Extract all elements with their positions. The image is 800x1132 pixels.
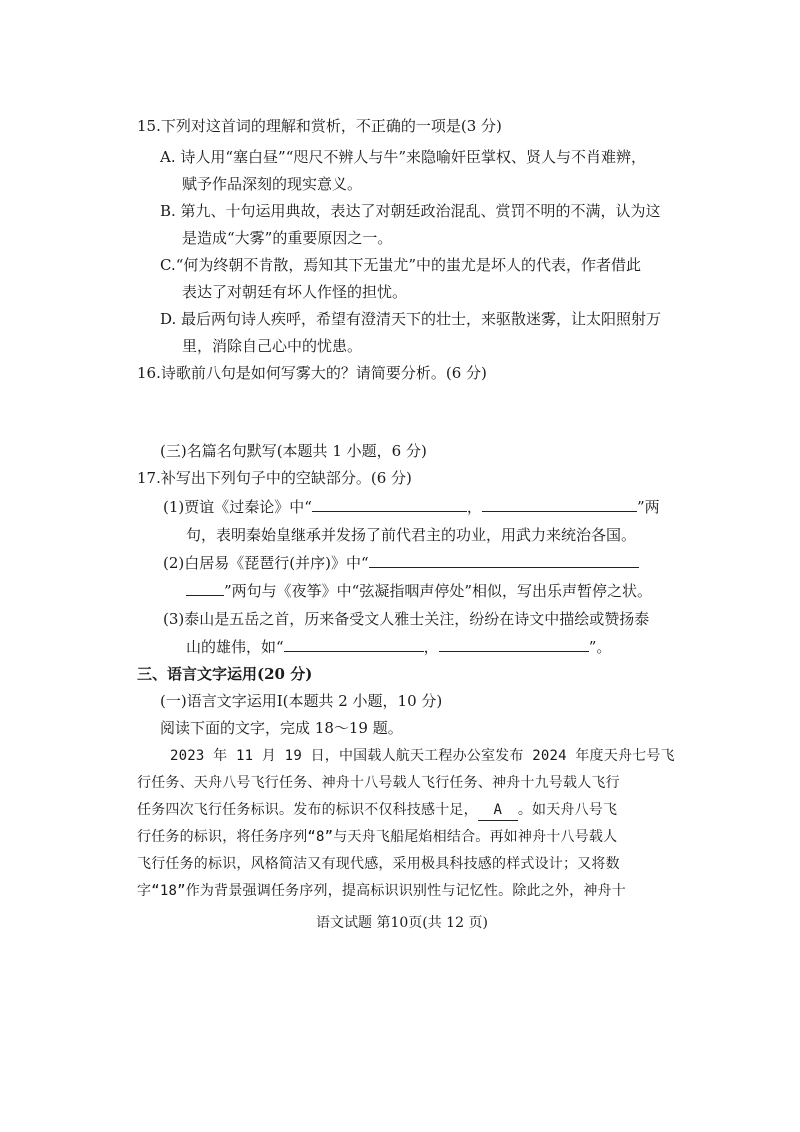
q15-option-a-line2: 赋予作品深刻的现实意义。 [182, 175, 363, 193]
page-footer: 语文试题 第10页(共 12 页) [316, 915, 488, 931]
q17-item3-comma: ， [423, 638, 439, 656]
q17-item2 [163, 553, 639, 573]
reading-instruction: 阅读下面的文字，完成 18～19 题。 [160, 719, 403, 737]
q17-item3-line1: (3)泰山是五岳之首，历来备受文人雅士关注，纷纷在诗文中描绘或赞扬泰 [163, 610, 650, 628]
passage-line-4: 行任务的标识，将任务序列“8”与天舟飞船尾焰相结合。再如神舟十八号载人 [137, 829, 618, 845]
q15-option-d-line1: D. 最后两句诗人疾呼，希望有澄清天下的壮士，来驱散迷雾，让太阳照射万 [160, 310, 662, 328]
q17-item1-suffix: ”两 [636, 498, 660, 516]
q17-item3-blank1[interactable] [284, 637, 424, 652]
section-3-subtitle: (三)名篇名句默写(本题共 1 小题，6 分) [160, 442, 427, 460]
q17-item3-end: ”。 [588, 638, 612, 656]
q17-item2-blank2[interactable] [186, 581, 224, 596]
passage-line-6: 字“18”作为背景强调任务序列，提高标识识别性与记忆性。除此之外，神舟十 [137, 883, 626, 899]
q16-stem: 16.诗歌前八句是如何写雾大的？请简要分析。(6 分) [137, 364, 487, 382]
q17-item2-suffix: ”两句与《夜筝》中“弦凝指咽声停处”相似，写出乐声暂停之状。 [224, 582, 653, 600]
section-language-subtitle: (一)语言文字运用Ⅰ(本题共 2 小题，10 分) [160, 692, 443, 710]
q17-item1-blank2[interactable] [482, 497, 637, 512]
passage-line-3-start: 任务四次飞行任务标识。发布的标识不仅科技感十足， [137, 802, 478, 818]
section-language-title: 三、语言文字运用(20 分) [137, 665, 313, 683]
q17-item1-blank1[interactable] [312, 497, 467, 512]
q17-item1-comma: ， [466, 498, 482, 516]
q15-option-c-line1: C.“何为终朝不肯散，焉知其下无蚩尤”中的蚩尤是坏人的代表，作者借此 [160, 256, 642, 274]
passage-line-3 [137, 800, 617, 821]
q15-option-b-line2: 是造成“大雾”的重要原因之一。 [182, 229, 393, 247]
q17-item3-line2 [186, 637, 611, 657]
passage-line-1: 2023 年 11 月 19 日，中国载人航天工程办公室发布 2024 年度天舟七号飞 [170, 748, 675, 764]
q17-item2-blank1[interactable] [369, 553, 639, 568]
passage-line-3-end: 。如天舟八号飞 [517, 802, 618, 818]
q15-stem: 15.下列对这首词的理解和赏析，不正确的一项是(3 分) [137, 117, 502, 135]
q17-stem: 17.补写出下列句子中的空缺部分。(6 分) [137, 469, 412, 487]
q15-option-a-line1: A. 诗人用“塞白昼”“咫尺不辨人与牛”来隐喻奸臣掌权、贤人与不肖难辨， [160, 148, 647, 166]
q15-option-d-line2: 里，消除自己心中的忧患。 [182, 337, 363, 355]
passage-line-2: 行任务、天舟八号飞行任务、神舟十八号载人飞行任务、神舟十九号载人飞行 [137, 775, 620, 791]
q17-item2-line2 [186, 581, 652, 601]
q17-item2-prefix: (2)白居易《琵琶行(并序)》中“ [163, 554, 369, 572]
passage-line-5: 飞行任务的标识，风格简洁又有现代感，采用极具科技感的样式设计；又将数 [137, 856, 620, 872]
q17-item1-line2: 句，表明秦始皇继承并发扬了前代君主的功业，用武力来统治各国。 [186, 526, 637, 544]
q17-item3-prefix: 山的雄伟，如“ [186, 638, 284, 656]
q15-option-c-line2: 表达了对朝廷有坏人作怪的担忧。 [182, 283, 408, 301]
q17-item1-prefix: (1)贾谊《过秦论》中“ [163, 498, 312, 516]
q17-item3-blank2[interactable] [439, 637, 589, 652]
q17-item1 [163, 497, 660, 517]
blank-a[interactable]: A [478, 800, 518, 821]
q15-option-b-line1: B. 第九、十句运用典故，表达了对朝廷政治混乱、赏罚不明的不满，认为这 [160, 202, 661, 220]
